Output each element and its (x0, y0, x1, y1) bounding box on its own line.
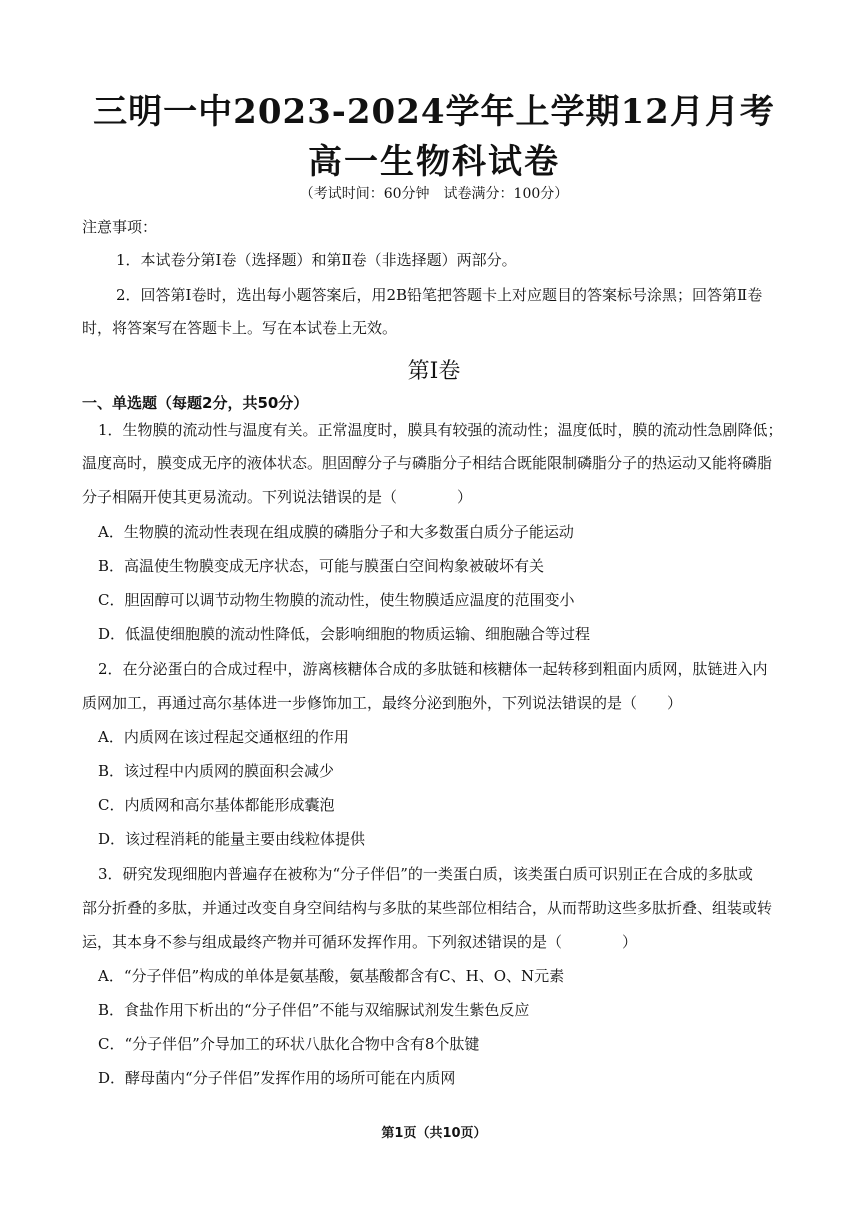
question-1-option-c: C．胆固醇可以调节动物生物膜的流动性，使生物膜适应温度的范围变小 (98, 591, 575, 609)
question-group-title: 一、单选题（每题2分，共50分） (82, 394, 309, 412)
question-1-option-a: A．生物膜的流动性表现在组成膜的磷脂分子和大多数蛋白质分子能运动 (98, 523, 574, 541)
notes-item-2-line-1: 2．回答第Ⅰ卷时，选出每小题答案后，用2B铅笔把答题卡上对应题目的答案标号涂黑；回答第Ⅱ卷 (116, 286, 763, 304)
question-1-option-d: D．低温使细胞膜的流动性降低，会影响细胞的物质运输、细胞融合等过程 (98, 625, 591, 643)
question-3-option-d: D．酵母菌内“分子伴侣”发挥作用的场所可能在内质网 (98, 1069, 456, 1087)
question-3-stem-line-1: 3．研究发现细胞内普遍存在被称为“分子伴侣”的一类蛋白质，该类蛋白质可识别正在合成的多肽或 (98, 865, 753, 883)
notes-item-1: 1．本试卷分第Ⅰ卷（选择题）和第Ⅱ卷（非选择题）两部分。 (116, 251, 517, 269)
question-1-option-b: B．高温使生物膜变成无序状态，可能与膜蛋白空间构象被破坏有关 (98, 557, 545, 575)
question-3-option-b: B．食盐作用下析出的“分子伴侣”不能与双缩脲试剂发生紫色反应 (98, 1001, 530, 1019)
question-3-option-a: A．“分子伴侣”构成的单体是氨基酸，氨基酸都含有C、H、O、N元素 (98, 967, 565, 985)
page-number-footer: 第1页（共10页） (381, 1126, 487, 1141)
question-2-option-d: D．该过程消耗的能量主要由线粒体提供 (98, 830, 366, 848)
notes-item-2-line-2: 时，将答案写在答题卡上。写在本试卷上无效。 (82, 319, 398, 337)
question-3-stem-line-3: 运，其本身不参与组成最终产物并可循环发挥作用。下列叙述错误的是（ ） (82, 933, 638, 951)
notes-heading: 注意事项： (82, 218, 158, 236)
exam-title-line2: 高一生物科试卷 (308, 142, 560, 182)
exam-time-score-info: （考试时间：60分钟 试卷满分：100分） (299, 186, 569, 202)
question-3-stem-line-2: 部分折叠的多肽，并通过改变自身空间结构与多肽的某些部位相结合，从而帮助这些多肽折叠、组装或转 (82, 899, 773, 917)
question-2-stem-line-2: 质网加工，再通过高尔基体进一步修饰加工，最终分泌到胞外，下列说法错误的是（ ） (82, 694, 683, 712)
question-1-stem-line-2: 温度高时，膜变成无序的液体状态。胆固醇分子与磷脂分子相结合既能限制磷脂分子的热运动又能将磷脂 (82, 454, 773, 472)
exam-title-line1: 三明一中2023-2024学年上学期12月月考 (93, 92, 775, 132)
question-3-option-c: C．“分子伴侣”介导加工的环状八肽化合物中含有8个肽键 (98, 1035, 480, 1053)
question-2-option-a: A．内质网在该过程起交通枢纽的作用 (98, 728, 349, 746)
question-2-option-b: B．该过程中内质网的膜面积会减少 (98, 762, 335, 780)
section-heading: 第Ⅰ卷 (407, 359, 461, 384)
question-1-stem-line-1: 1．生物膜的流动性与温度有关。正常温度时，膜具有较强的流动性；温度低时，膜的流动性急剧降低； (98, 421, 783, 439)
question-1-stem-line-3: 分子相隔开使其更易流动。下列说法错误的是（ ） (82, 488, 473, 506)
question-2-stem-line-1: 2．在分泌蛋白的合成过程中，游离核糖体合成的多肽链和核糖体一起转移到粗面内质网，肽链进入内 (98, 660, 768, 678)
question-2-option-c: C．内质网和高尔基体都能形成囊泡 (98, 796, 335, 814)
